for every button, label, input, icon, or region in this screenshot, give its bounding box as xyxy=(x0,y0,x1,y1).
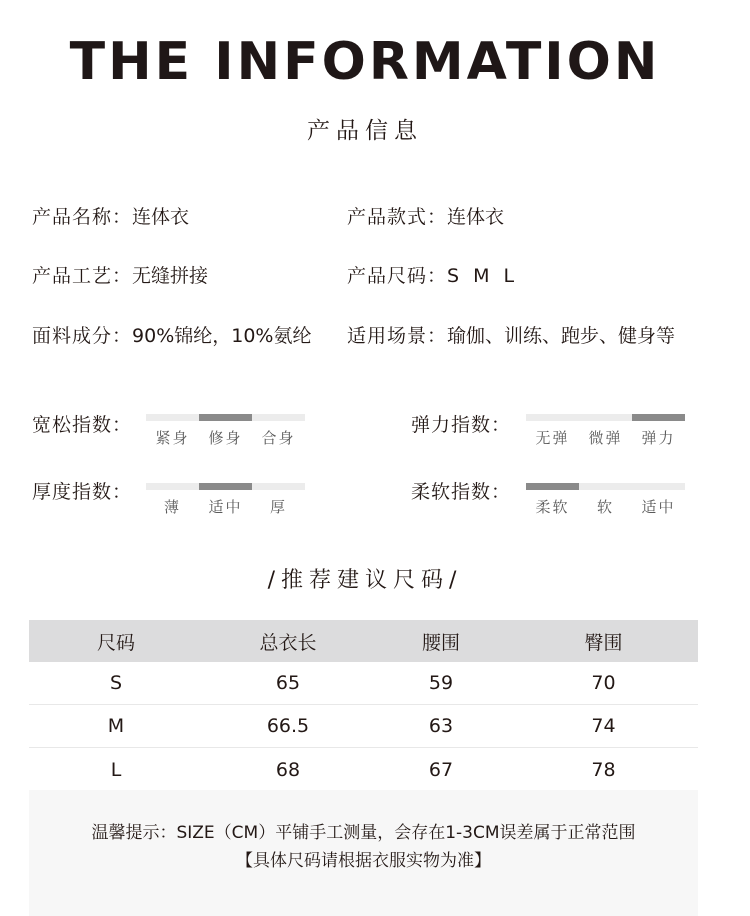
elasticity-scale xyxy=(526,414,686,454)
info-value: 90%锦纶，10%氨纶 xyxy=(132,325,312,347)
scale-segment xyxy=(579,483,632,490)
scale-option: 柔软 xyxy=(535,498,570,516)
info-label: 产品名称： xyxy=(32,206,133,228)
header-hip: 臀围 xyxy=(584,631,623,654)
thickness-scale xyxy=(146,483,306,523)
looseness-label: 宽松指数： xyxy=(32,414,133,436)
table-cell: 70 xyxy=(591,672,616,694)
scale-segment xyxy=(199,414,252,421)
header-length: 总衣长 xyxy=(259,631,317,654)
scale-segment xyxy=(252,414,305,421)
info-product-craft xyxy=(32,261,208,288)
table-cell: 66.5 xyxy=(266,715,310,737)
scale-option: 薄 xyxy=(163,498,181,516)
scale-segment xyxy=(146,414,199,421)
info-product-name xyxy=(32,202,189,229)
size-table xyxy=(29,620,698,791)
table-row xyxy=(29,705,698,748)
softness-label: 柔软指数： xyxy=(411,481,512,503)
scale-option: 紧身 xyxy=(155,429,190,447)
table-cell: M xyxy=(107,715,125,737)
info-value: 无缝拼接 xyxy=(132,265,209,287)
info-label: 产品款式： xyxy=(347,206,448,228)
scale-segment xyxy=(526,483,579,490)
page-title: THE INFORMATION xyxy=(69,32,661,92)
scale-option: 软 xyxy=(596,498,614,516)
scale-option: 微弹 xyxy=(588,429,623,447)
table-cell: 67 xyxy=(428,758,454,781)
table-row xyxy=(29,748,698,791)
scale-segment xyxy=(632,483,685,490)
info-scene xyxy=(347,321,675,348)
elasticity-label: 弹力指数： xyxy=(411,414,512,436)
scale-option: 无弹 xyxy=(535,429,570,447)
info-label: 产品尺码： xyxy=(347,265,448,287)
scale-option: 弹力 xyxy=(641,429,676,447)
scale-option: 厚 xyxy=(269,498,287,516)
info-value: S M L xyxy=(447,265,519,287)
info-value: 连体衣 xyxy=(132,206,190,228)
scale-segment xyxy=(579,414,632,421)
scale-segment xyxy=(252,483,305,490)
info-label: 面料成分： xyxy=(32,325,133,347)
table-cell: 65 xyxy=(275,672,301,694)
size-disclaimer: 【具体尺码请根据衣服实物为准】 xyxy=(236,851,491,871)
info-product-size xyxy=(347,261,518,288)
info-product-style xyxy=(347,202,504,229)
info-value: 连体衣 xyxy=(447,206,505,228)
thickness-label: 厚度指数： xyxy=(32,481,133,503)
table-row xyxy=(29,662,698,705)
scale-segment xyxy=(526,414,579,421)
scale-option: 修身 xyxy=(208,429,243,447)
table-header xyxy=(29,620,698,662)
scale-segment xyxy=(632,414,685,421)
header-size: 尺码 xyxy=(96,631,135,654)
scale-option: 适中 xyxy=(641,498,676,516)
scale-segment xyxy=(146,483,199,490)
softness-scale xyxy=(526,483,686,523)
page-subtitle: 产品信息 xyxy=(307,118,423,144)
table-cell: 59 xyxy=(428,672,454,694)
looseness-scale xyxy=(146,414,306,454)
size-chart-title: /推荐建议尺码/ xyxy=(267,568,463,593)
table-cell: L xyxy=(110,758,122,781)
info-label: 适用场景： xyxy=(347,325,448,347)
scale-segment xyxy=(199,483,252,490)
table-cell: 74 xyxy=(591,715,616,737)
table-cell: S xyxy=(109,672,123,694)
measurement-note: 温馨提示：SIZE（CM）平铺手工测量，会存在1-3CM误差属于正常范围 xyxy=(91,823,636,843)
info-label: 产品工艺： xyxy=(32,265,133,287)
header-waist: 腰围 xyxy=(421,631,460,654)
info-value: 瑜伽、训练、跑步、健身等 xyxy=(447,325,676,347)
table-cell: 63 xyxy=(428,715,454,737)
table-cell: 78 xyxy=(591,758,616,781)
table-cell: 68 xyxy=(275,758,301,781)
info-fabric xyxy=(32,321,311,348)
scale-option: 适中 xyxy=(208,498,243,516)
scale-option: 合身 xyxy=(261,429,296,447)
